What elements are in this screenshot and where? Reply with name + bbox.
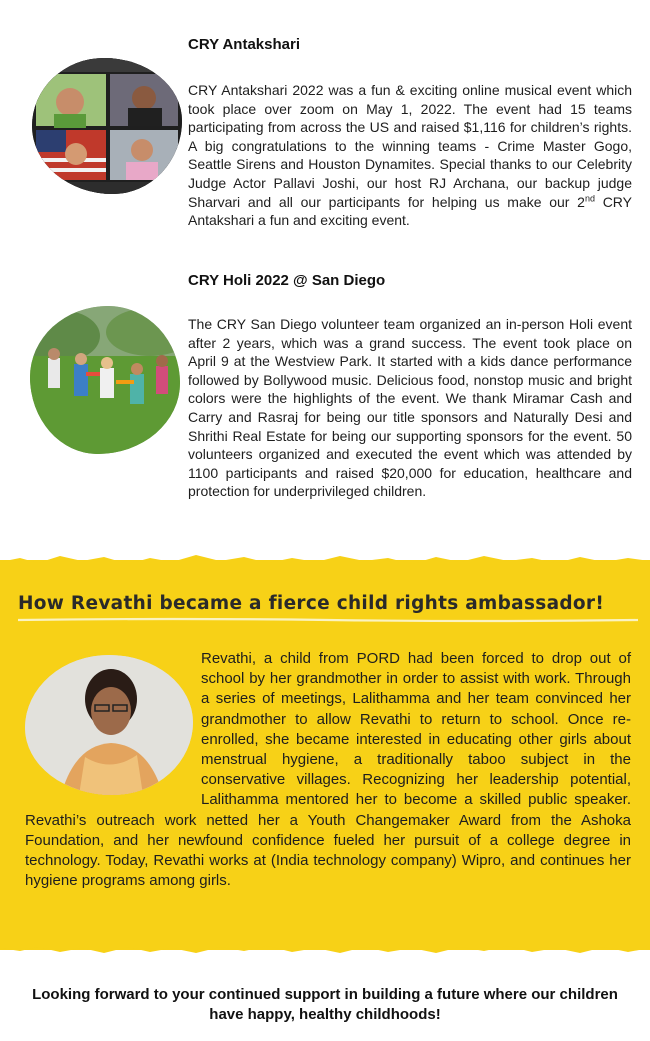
antakshari-body (188, 81, 632, 230)
holi-title: CRY Holi 2022 @ San Diego (188, 272, 386, 289)
holi-park-photo (30, 306, 180, 454)
closing-message: Looking forward to your continued support in building a future where our children have happy, healthy childhoods! (32, 986, 618, 1023)
heading-underline (18, 617, 638, 623)
antakshari-body-text: CRY Antakshari 2022 was a fun & exciting online musical event which took place over zoom on May 1, 2022. The event had 15 teams participating from across the US and raised $1,116 for children’s rights. A big congratulations to the winning teams - Crime Master Gogo, Seattle Sirens and Houston Dynamites. Special thanks to our Celebrity Judge Actor Pallavi Joshi, our host RJ Archana, our backup judge Sharvari and all our participants for helping us make our 2 (188, 82, 632, 210)
torn-edge-top (0, 548, 650, 570)
holi-event-image (30, 306, 180, 454)
antakshari-zoom-photo (32, 58, 182, 194)
antakshari-title: CRY Antakshari (188, 36, 300, 53)
ordinal-suffix: nd (584, 192, 595, 203)
torn-edge-bottom (0, 940, 650, 962)
revathi-heading: How Revathi became a fierce child rights ambassador! (18, 593, 605, 614)
photo-wrap-spacer (25, 649, 201, 803)
holi-body: The CRY San Diego volunteer team organized an in-person Holi event after 2 years, which was a grand success. The event took place on April 9 at the Westview Park. It started with a kids dance performance followed by Bollywood music. Delicious food, nonstop music and bright colors were the highlights of the event. We thank Miramar Cash and Carry and Rasraj for being our title sponsors and Naturally Desi and Shrithi Real Estate for being our supporting sponsors for the event. 50 volunteers organized and executed the event which was attended by 1100 participants and raised $20,000 for education, healthcare and protection for underprivileged children. (188, 316, 632, 500)
revathi-body (25, 649, 631, 891)
antakshari-body-end: CRY Antakshari a fun and exciting event. (188, 193, 633, 229)
revathi-body-text: Revathi, a child from PORD had been forced to drop out of school by her grandmother in order to assist with work. Through a series of meetings, Lalithamma and her team convinced her grandmother to allow Revathi to return to school. Once re-enrolled, she became interested in educating other girls about menstrual hygiene, a traditionally taboo subject in the conservative villages. Recognizing her leadership potential, Lalithamma mentored her to become a skilled public speaker. Revathi’s outreach work netted her a Youth Changemaker Award from the Ashoka Foundation, and her newfound confidence fueled her pursuit of a college degree in technology. Today, Revathi works at (India technology company) Wipro, and continues her hygiene programs among girls. (25, 650, 631, 890)
zoom-collage-image (32, 58, 182, 194)
